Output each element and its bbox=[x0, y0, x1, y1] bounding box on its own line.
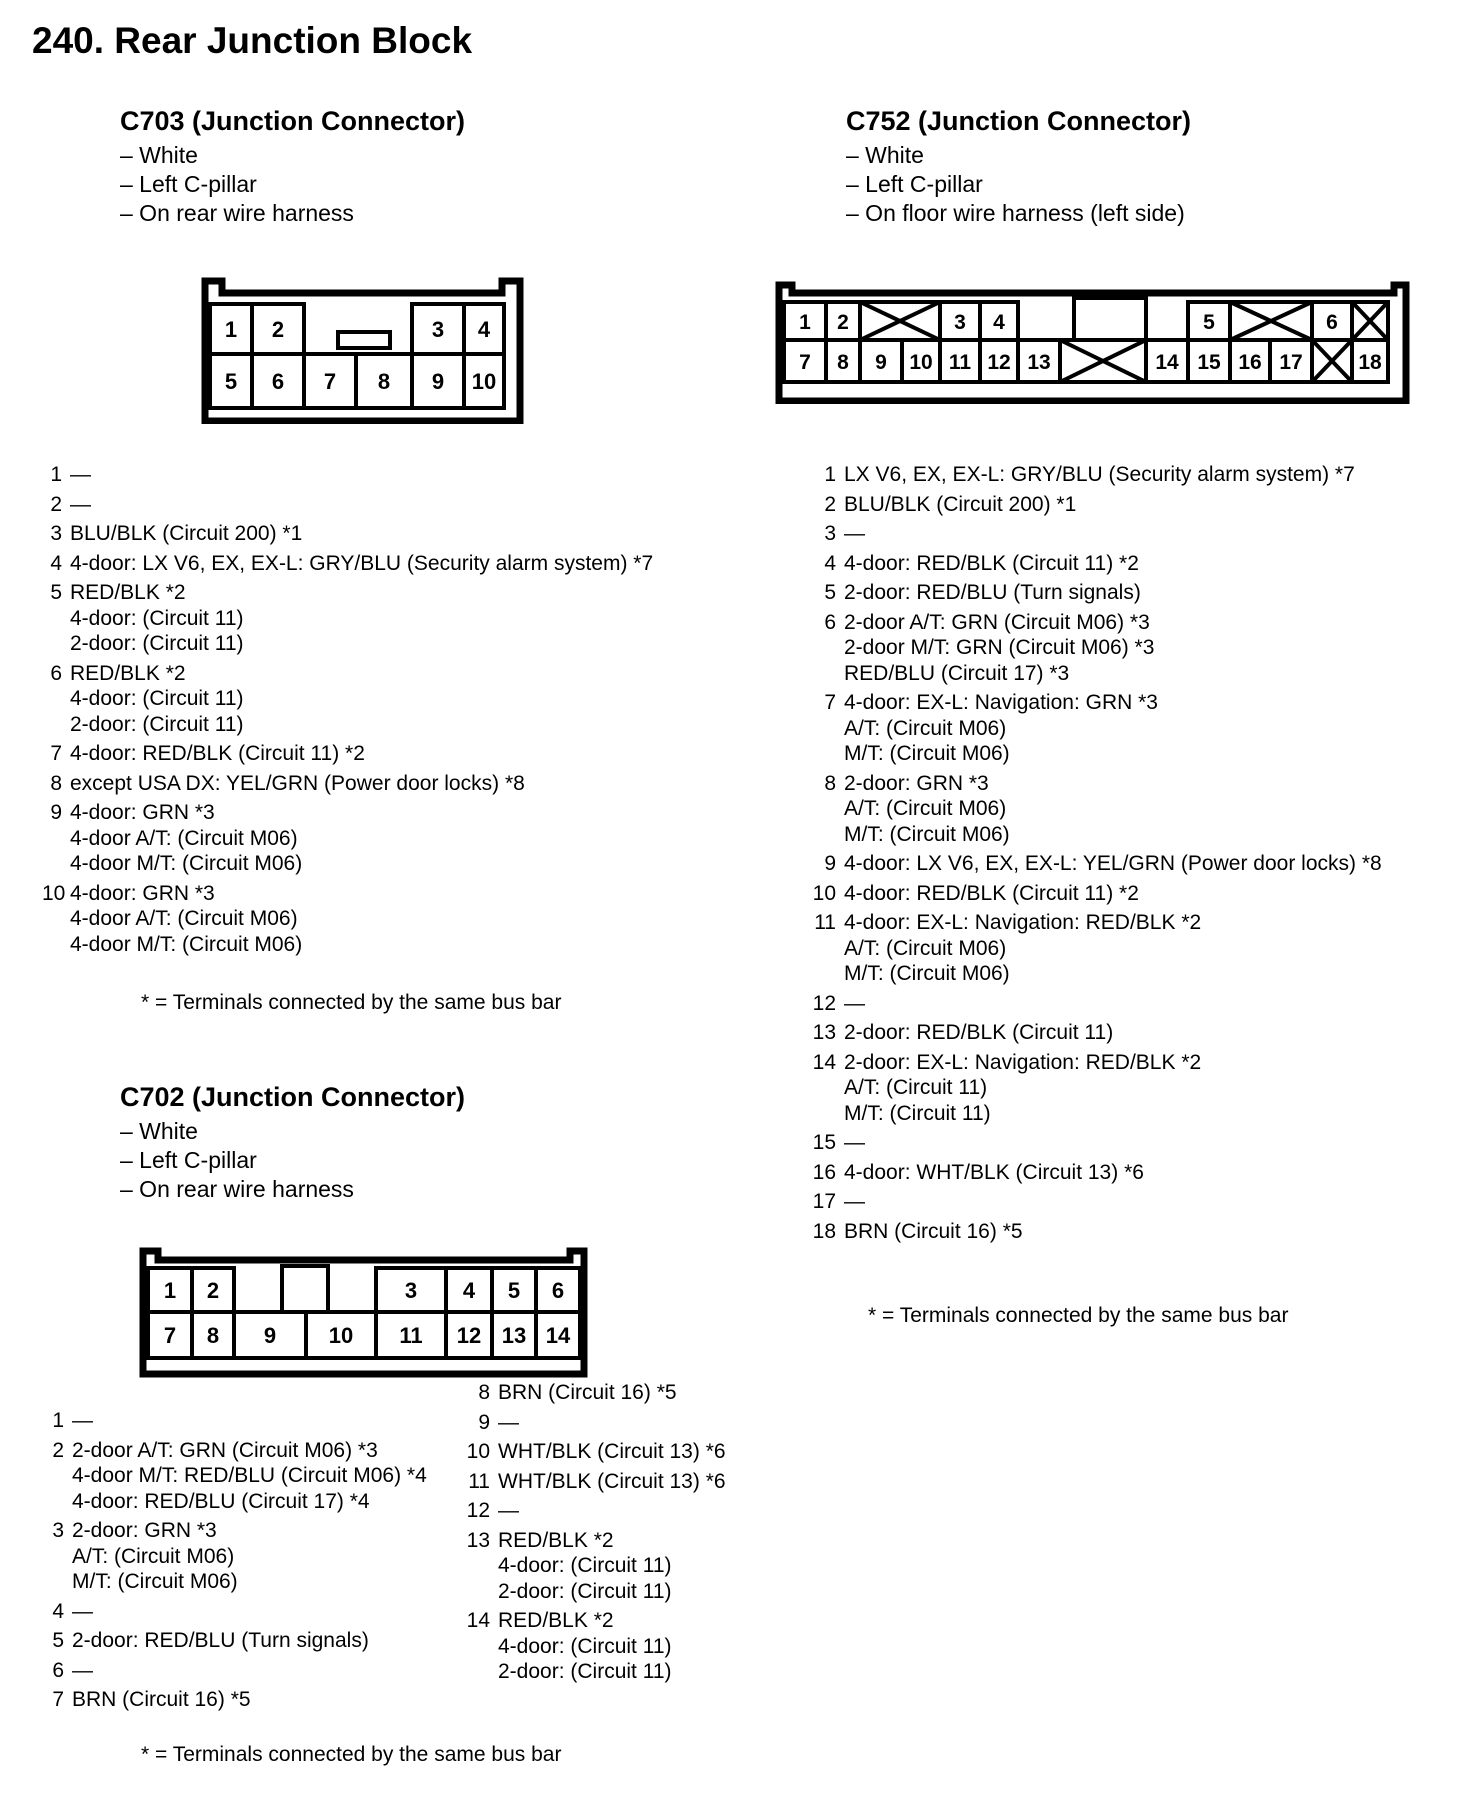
c703-pin: 1 — bbox=[50, 463, 91, 486]
c752-pin-label: 4 bbox=[993, 311, 1005, 334]
c752-pin: 7 4-door: EX-L: Navigation: GRN *3 A/T: (Circuit M06) M/T: (Circuit M06) bbox=[824, 691, 1158, 765]
c752-pin-label: 8 bbox=[837, 351, 849, 374]
c752-pin: 13 2-door: RED/BLK (Circuit 11) bbox=[812, 1021, 1114, 1044]
c702-header bbox=[120, 1082, 465, 1204]
c702-harness: – On rear wire harness bbox=[120, 1176, 354, 1202]
c752-harness: – On floor wire harness (left side) bbox=[846, 200, 1185, 226]
c752-pin: 10 4-door: RED/BLK (Circuit 11) *2 bbox=[812, 881, 1139, 905]
c702-pin: 8 BRN (Circuit 16) *5 bbox=[478, 1381, 677, 1404]
c703-pin-label: 5 bbox=[224, 369, 238, 394]
c752-pin: 9 4-door: LX V6, EX, EX-L: YEL/GRN (Power door locks) *8 bbox=[824, 852, 1382, 875]
c702-pin-label: 4 bbox=[462, 1278, 476, 1303]
c703-pin-label: 7 bbox=[323, 369, 337, 394]
page-title: 240. Rear Junction Block bbox=[32, 20, 473, 61]
c752-pin-label: 2 bbox=[837, 311, 849, 334]
c702-pin-label: 13 bbox=[501, 1323, 527, 1348]
c702-pin-label: 10 bbox=[328, 1323, 354, 1348]
c752-connector-diagram bbox=[774, 280, 1410, 404]
c703-pin: 4 4-door: LX V6, EX, EX-L: GRY/BLU (Security alarm system) *7 bbox=[50, 551, 654, 575]
c702-pin-label: 1 bbox=[163, 1278, 177, 1303]
c703-pin-label: 2 bbox=[271, 317, 285, 342]
c752-pin: 3 — bbox=[824, 522, 865, 545]
c702-pin-label: 8 bbox=[206, 1323, 220, 1348]
c702-pin-label: 5 bbox=[507, 1278, 521, 1303]
c752-pin-label: 10 bbox=[909, 351, 933, 374]
c752-pin: 16 4-door: WHT/BLK (Circuit 13) *6 bbox=[812, 1160, 1144, 1184]
c703-pin: 2 — bbox=[50, 492, 91, 516]
c703-pin-label: 10 bbox=[471, 369, 497, 394]
c703-color: – White bbox=[120, 142, 198, 168]
c752-pin: 5 2-door: RED/BLU (Turn signals) bbox=[824, 581, 1141, 604]
c702-pin-label: 7 bbox=[163, 1323, 177, 1348]
c752-pin-label: 15 bbox=[1197, 351, 1221, 374]
c702-title: C702 (Junction Connector) bbox=[120, 1082, 466, 1112]
c752-header bbox=[846, 106, 1191, 228]
c702-pin: 7 BRN (Circuit 16) *5 bbox=[52, 1688, 251, 1711]
c752-pin: 14 2-door: EX-L: Navigation: RED/BLK *2 A/T: (Circuit 11) M/T: (Circuit 11) bbox=[812, 1050, 1202, 1125]
c703-pin: 8 except USA DX: YEL/GRN (Power door locks) *8 bbox=[50, 771, 525, 795]
c752-pin-label: 7 bbox=[799, 351, 811, 374]
c703-pin-label: 8 bbox=[377, 369, 391, 394]
c752-pin-list bbox=[810, 462, 1382, 1248]
c703-pin: 6 RED/BLK *2 4-door: (Circuit 11) 2-door: (Circuit 11) bbox=[50, 661, 244, 736]
c703-pin: 10 4-door: GRN *3 4-door A/T: (Circuit M06) 4-door M/T: (Circuit M06) bbox=[42, 881, 303, 956]
c703-pin-label: 1 bbox=[224, 317, 238, 342]
c703-pin-label: 3 bbox=[431, 317, 445, 342]
c702-pin: 12 — bbox=[466, 1499, 519, 1522]
c752-pin: 6 2-door A/T: GRN (Circuit M06) *3 2-door M/T: GRN (Circuit M06) *3 RED/BLU (Circuit 17) *3 bbox=[824, 610, 1155, 685]
c702-pin: 3 2-door: GRN *3 A/T: (Circuit M06) M/T: (Circuit M06) bbox=[52, 1519, 238, 1593]
c752-pin-label: 14 bbox=[1155, 351, 1179, 374]
c702-pin-list-left bbox=[44, 1408, 427, 1717]
c703-pin-label: 9 bbox=[431, 369, 445, 394]
c702-pin: 9 — bbox=[478, 1410, 519, 1434]
c752-pin-label: 16 bbox=[1238, 351, 1262, 374]
c752-pin: 1 LX V6, EX, EX-L: GRY/BLU (Security alarm system) *7 bbox=[824, 463, 1355, 486]
c702-pin: 1 — bbox=[52, 1409, 93, 1432]
c703-pin: 5 RED/BLK *2 4-door: (Circuit 11) 2-door: (Circuit 11) bbox=[50, 581, 244, 655]
c752-pin: 11 4-door: EX-L: Navigation: RED/BLK *2 A/T: (Circuit M06) M/T: (Circuit M06) bbox=[814, 911, 1202, 985]
c752-pin-label: 6 bbox=[1326, 311, 1338, 334]
c752-pin-label: 11 bbox=[948, 351, 972, 374]
c752-pin: 8 2-door: GRN *3 A/T: (Circuit M06) M/T: (Circuit M06) bbox=[824, 771, 1010, 846]
c752-color: – White bbox=[846, 142, 924, 168]
c752-title: C752 (Junction Connector) bbox=[846, 106, 1192, 136]
c752-pin-label: 9 bbox=[875, 351, 887, 374]
c703-header bbox=[120, 106, 465, 228]
c702-color: – White bbox=[120, 1118, 198, 1144]
c752-pin: 18 BRN (Circuit 16) *5 bbox=[812, 1219, 1023, 1243]
c752-pin: 15 — bbox=[812, 1131, 865, 1154]
c703-harness: – On rear wire harness bbox=[120, 200, 354, 226]
c702-pin: 4 — bbox=[52, 1599, 93, 1623]
c752-pin-label: 18 bbox=[1358, 351, 1382, 374]
c703-title: C703 (Junction Connector) bbox=[120, 106, 466, 136]
c752-pin-label: 12 bbox=[987, 351, 1011, 374]
c702-pin-label: 3 bbox=[404, 1278, 418, 1303]
c752-pin-label: 5 bbox=[1203, 311, 1215, 334]
c702-pin-label: 14 bbox=[545, 1323, 571, 1348]
c702-pin: 10 WHT/BLK (Circuit 13) *6 bbox=[466, 1440, 726, 1463]
c703-pin: 9 4-door: GRN *3 4-door A/T: (Circuit M06) 4-door M/T: (Circuit M06) bbox=[50, 801, 303, 875]
c703-bus-bar-note: * = Terminals connected by the same bus bar bbox=[141, 991, 562, 1014]
c752-pin: 17 — bbox=[812, 1190, 865, 1213]
c752-pin-label: 13 bbox=[1027, 351, 1051, 374]
c752-pin: 12 — bbox=[812, 991, 865, 1015]
c752-pin-label: 3 bbox=[954, 311, 966, 334]
c702-pin-label: 11 bbox=[399, 1323, 423, 1348]
c702-connector-diagram bbox=[138, 1246, 592, 1378]
c703-pin-label: 6 bbox=[271, 369, 285, 394]
c702-pin: 5 2-door: RED/BLU (Turn signals) bbox=[52, 1629, 369, 1652]
c703-pin: 3 BLU/BLK (Circuit 200) *1 bbox=[50, 522, 303, 545]
c703-pin: 7 4-door: RED/BLK (Circuit 11) *2 bbox=[50, 742, 365, 765]
c702-location: – Left C-pillar bbox=[120, 1147, 257, 1173]
c703-location: – Left C-pillar bbox=[120, 171, 257, 197]
c703-pin-label: 4 bbox=[477, 317, 491, 342]
c702-pin: 11 WHT/BLK (Circuit 13) *6 bbox=[468, 1469, 726, 1493]
c752-pin: 2 BLU/BLK (Circuit 200) *1 bbox=[824, 492, 1077, 516]
c703-connector-diagram bbox=[200, 276, 526, 424]
c702-pin: 14 RED/BLK *2 4-door: (Circuit 11) 2-door: (Circuit 11) bbox=[466, 1609, 672, 1683]
c703-pin-list bbox=[42, 462, 653, 961]
c752-bus-bar-note: * = Terminals connected by the same bus bar bbox=[868, 1304, 1289, 1327]
c702-bus-bar-note: * = Terminals connected by the same bus bar bbox=[141, 1743, 562, 1766]
c702-pin: 13 RED/BLK *2 4-door: (Circuit 11) 2-door: (Circuit 11) bbox=[466, 1528, 672, 1603]
c702-pin-label: 2 bbox=[206, 1278, 220, 1303]
c702-pin: 2 2-door A/T: GRN (Circuit M06) *3 4-door M/T: RED/BLU (Circuit M06) *4 4-door: RED/BLU (Circuit 17) *4 bbox=[52, 1438, 427, 1513]
c702-pin-label: 6 bbox=[551, 1278, 565, 1303]
c752-pin-label: 1 bbox=[799, 311, 811, 334]
c702-pin-list-right bbox=[464, 1380, 726, 1689]
c752-location: – Left C-pillar bbox=[846, 171, 983, 197]
c702-pin-label: 12 bbox=[456, 1323, 482, 1348]
c702-pin-label: 9 bbox=[263, 1323, 277, 1348]
c752-pin-label: 17 bbox=[1279, 351, 1303, 374]
c702-pin: 6 — bbox=[52, 1658, 93, 1682]
c752-pin: 4 4-door: RED/BLK (Circuit 11) *2 bbox=[824, 551, 1139, 575]
